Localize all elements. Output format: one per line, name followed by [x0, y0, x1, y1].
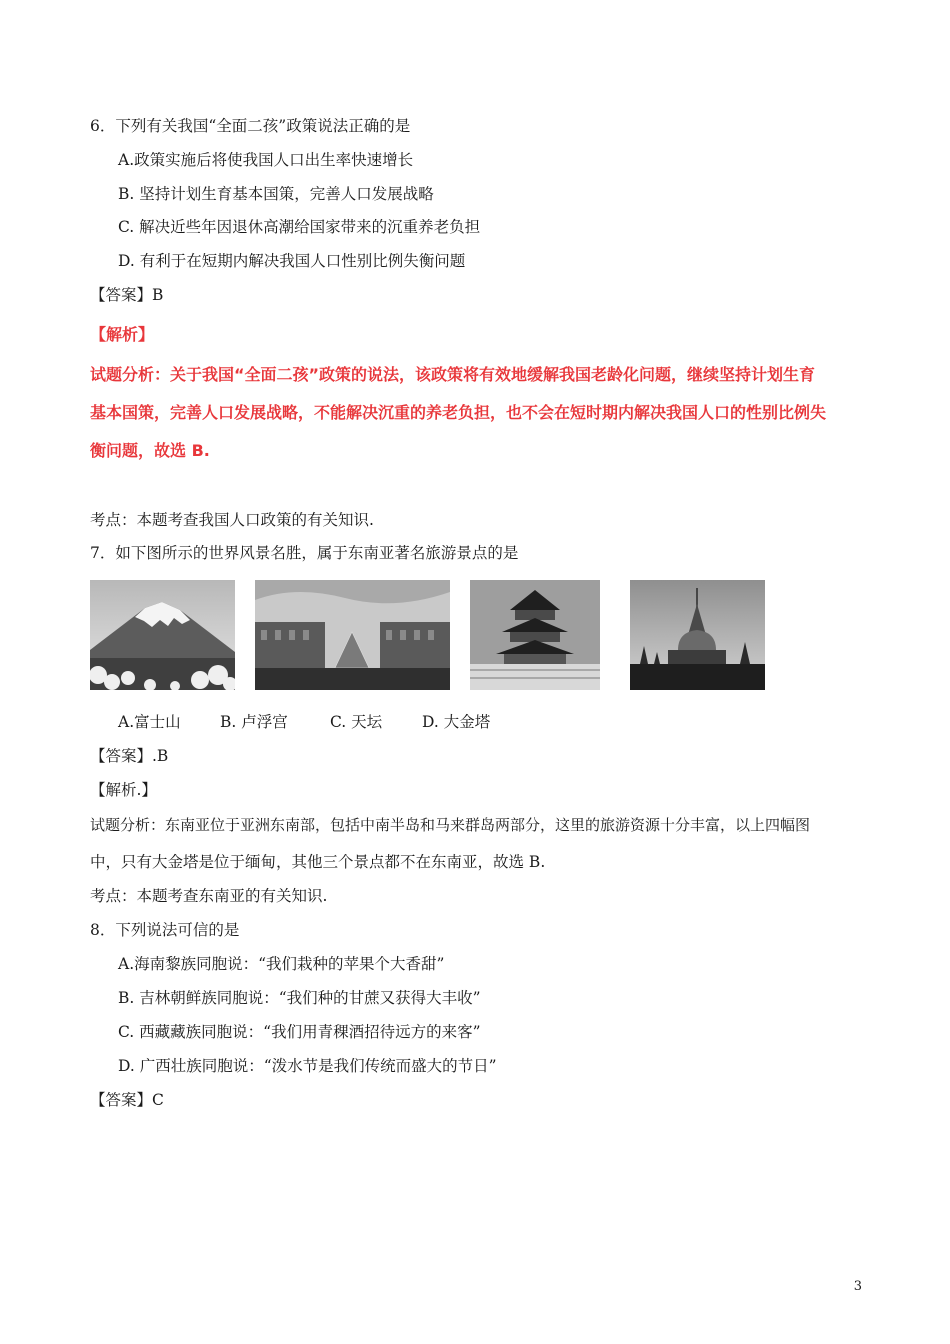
q7-option-d: D. 大金塔 [422, 713, 491, 731]
q6-analysis-title: 【解析】 [90, 325, 155, 344]
q7-analysis-line-2: 中，只有大金塔是位于缅甸，其他三个景点都不在东南亚，故选 B. [90, 853, 546, 871]
q6-analysis-line-2: 基本国策，完善人口发展战略，不能解决沉重的养老负担，也不会在短时期内解决我国人口的性别比例失 [90, 403, 827, 422]
q6-analysis-line-1: 试题分析：关于我国“全面二孩”政策的说法，该政策将有效地缓解我国老龄化问题，继续坚持计划生育 [90, 365, 816, 384]
q8-option-a: A.海南黎族同胞说：“我们栽种的苹果个大香甜” [118, 955, 445, 973]
q7-point: 考点：本题考查东南亚的有关知识. [90, 887, 328, 905]
q6-option-a: A.政策实施后将使我国人口出生率快速增长 [118, 151, 414, 169]
q7-analysis-title: 【解析.】 [90, 781, 157, 799]
q8-answer: 【答案】C [90, 1091, 164, 1109]
q6-option-d: D. 有利于在短期内解决我国人口性别比例失衡问题 [118, 252, 466, 270]
mount-fuji-photo [90, 580, 235, 690]
page-number: 3 [853, 1279, 862, 1294]
q6-option-c: C. 解决近些年因退休高潮给国家带来的沉重养老负担 [118, 218, 481, 236]
q6-stem: 6．下列有关我国“全面二孩”政策说法正确的是 [90, 117, 411, 135]
louvre-photo [255, 580, 450, 690]
shwedagon-pagoda-photo [630, 580, 765, 690]
q8-option-d: D. 广西壮族同胞说：“泼水节是我们传统而盛大的节日” [118, 1057, 497, 1075]
q7-analysis-line-1: 试题分析：东南亚位于亚洲东南部，包括中南半岛和马来群岛两部分，这里的旅游资源十分丰富，以上四幅图 [90, 816, 811, 834]
q8-option-b: B. 吉林朝鲜族同胞说：“我们种的甘蔗又获得大丰收” [118, 989, 481, 1007]
q8-stem: 8．下列说法可信的是 [90, 921, 240, 939]
q7-stem: 7．如下图所示的世界风景名胜，属于东南亚著名旅游景点的是 [90, 544, 519, 562]
temple-of-heaven-photo [470, 580, 600, 690]
q6-answer: 【答案】B [90, 286, 164, 304]
q7-answer: 【答案】.B [90, 747, 169, 765]
q7-option-a: A.富士山 [118, 713, 181, 731]
q6-option-b: B. 坚持计划生育基本国策，完善人口发展战略 [118, 185, 434, 203]
q7-option-c: C. 天坛 [330, 713, 383, 731]
q6-point: 考点：本题考查我国人口政策的有关知识. [90, 511, 374, 529]
q6-analysis-line-3: 衡问题，故选 B. [90, 441, 210, 460]
q8-option-c: C. 西藏藏族同胞说：“我们用青稞酒招待远方的来客” [118, 1023, 481, 1041]
q7-option-b: B. 卢浮宫 [220, 713, 288, 731]
